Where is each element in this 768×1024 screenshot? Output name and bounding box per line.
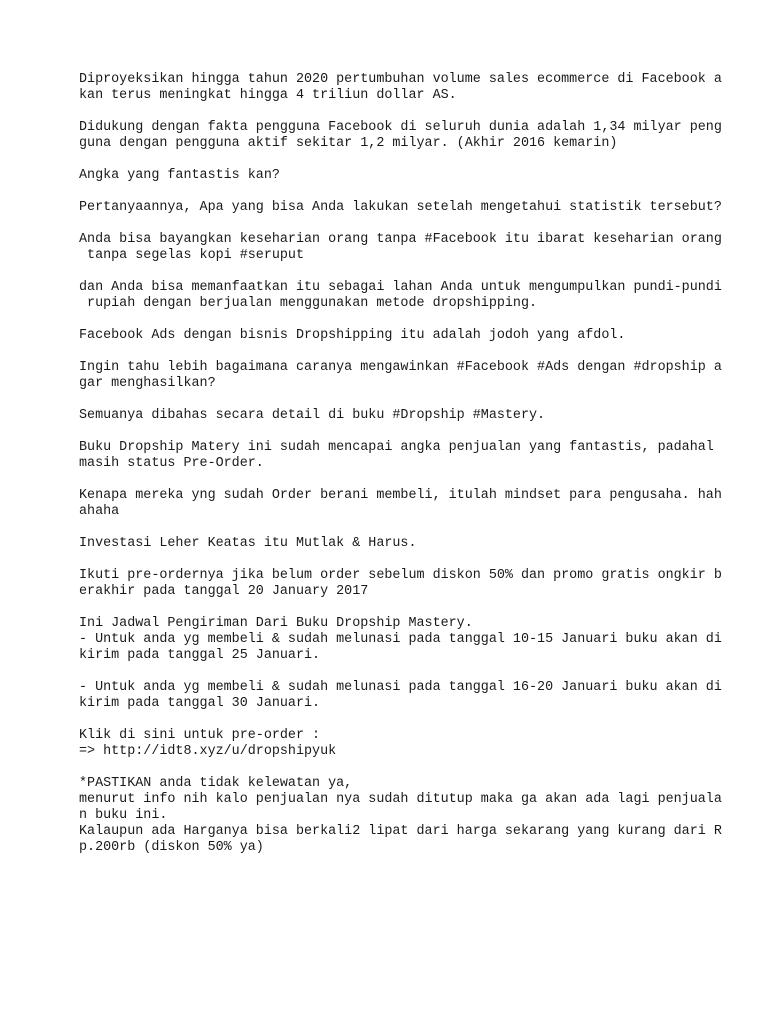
- text-line: kan terus meningkat hingga 4 triliun dollar AS.: [79, 88, 457, 103]
- text-line: ahaha: [79, 504, 120, 519]
- text-line: guna dengan pengguna aktif sekitar 1,2 milyar. (Akhir 2016 kemarin): [79, 136, 618, 151]
- text-line: Diproyeksikan hingga tahun 2020 pertumbuhan volume sales ecommerce di Facebook a: [79, 72, 722, 87]
- paragraph: [79, 616, 722, 664]
- document-body: [79, 72, 722, 856]
- text-line: Semuanya dibahas secara detail di buku #Dropship #Mastery.: [79, 408, 546, 423]
- paragraph: [79, 728, 694, 760]
- text-line: Klik di sini untuk pre-order :: [79, 728, 321, 743]
- text-line: rupiah dengan berjualan menggunakan metode dropshipping.: [79, 296, 538, 311]
- paragraph: [79, 408, 694, 424]
- text-line: Angka yang fantastis kan?: [79, 168, 280, 183]
- text-line: Ini Jadwal Pengiriman Dari Buku Dropship Mastery.: [79, 616, 473, 631]
- paragraph: [79, 120, 722, 152]
- text-line: *PASTIKAN anda tidak kelewatan ya,: [79, 776, 353, 791]
- text-line: menurut info nih kalo penjualan nya sudah ditutup maka ga akan ada lagi penjuala: [79, 792, 722, 807]
- text-line: Buku Dropship Matery ini sudah mencapai angka penjualan yang fantastis, padahal: [79, 440, 714, 455]
- text-line: Pertanyaannya, Apa yang bisa Anda lakukan setelah mengetahui statistik tersebut?: [79, 200, 722, 215]
- paragraph: [79, 360, 722, 392]
- paragraph: [79, 280, 722, 312]
- text-line: kirim pada tanggal 30 Januari.: [79, 696, 321, 711]
- text-line: => http://idt8.xyz/u/dropshipyuk: [79, 744, 337, 759]
- text-line: Didukung dengan fakta pengguna Facebook di seluruh dunia adalah 1,34 milyar peng: [79, 120, 722, 135]
- paragraph: [79, 72, 722, 104]
- text-line: Investasi Leher Keatas itu Mutlak & Harus.: [79, 536, 417, 551]
- text-line: Facebook Ads dengan bisnis Dropshipping itu adalah jodoh yang afdol.: [79, 328, 626, 343]
- text-line: n buku ini.: [79, 808, 168, 823]
- text-line: erakhir pada tanggal 20 January 2017: [79, 584, 369, 599]
- text-line: Kalaupun ada Harganya bisa berkali2 lipat dari harga sekarang yang kurang dari R: [79, 824, 722, 839]
- paragraph: [79, 440, 714, 472]
- text-line: Anda bisa bayangkan keseharian orang tanpa #Facebook itu ibarat keseharian orang: [79, 232, 722, 247]
- text-line: Ikuti pre-ordernya jika belum order sebelum diskon 50% dan promo gratis ongkir b: [79, 568, 722, 583]
- paragraph: [79, 168, 694, 184]
- text-line: kirim pada tanggal 25 Januari.: [79, 648, 321, 663]
- paragraph: [79, 776, 722, 856]
- paragraph: [79, 328, 694, 344]
- text-line: gar menghasilkan?: [79, 376, 216, 391]
- text-line: Kenapa mereka yng sudah Order berani membeli, itulah mindset para pengusaha. hah: [79, 488, 722, 503]
- paragraph: [79, 536, 694, 552]
- text-line: tanpa segelas kopi #seruput: [79, 248, 304, 263]
- text-line: p.200rb (diskon 50% ya): [79, 840, 264, 855]
- paragraph: [79, 488, 722, 520]
- text-line: Ingin tahu lebih bagaimana caranya mengawinkan #Facebook #Ads dengan #dropship a: [79, 360, 722, 375]
- text-line: - Untuk anda yg membeli & sudah melunasi pada tanggal 10-15 Januari buku akan di: [79, 632, 722, 647]
- paragraph: [79, 568, 722, 600]
- paragraph: [79, 680, 722, 712]
- text-line: masih status Pre-Order.: [79, 456, 264, 471]
- text-line: - Untuk anda yg membeli & sudah melunasi pada tanggal 16-20 Januari buku akan di: [79, 680, 722, 695]
- paragraph: [79, 232, 722, 264]
- text-line: dan Anda bisa memanfaatkan itu sebagai lahan Anda untuk mengumpulkan pundi-pundi: [79, 280, 722, 295]
- paragraph: [79, 200, 722, 216]
